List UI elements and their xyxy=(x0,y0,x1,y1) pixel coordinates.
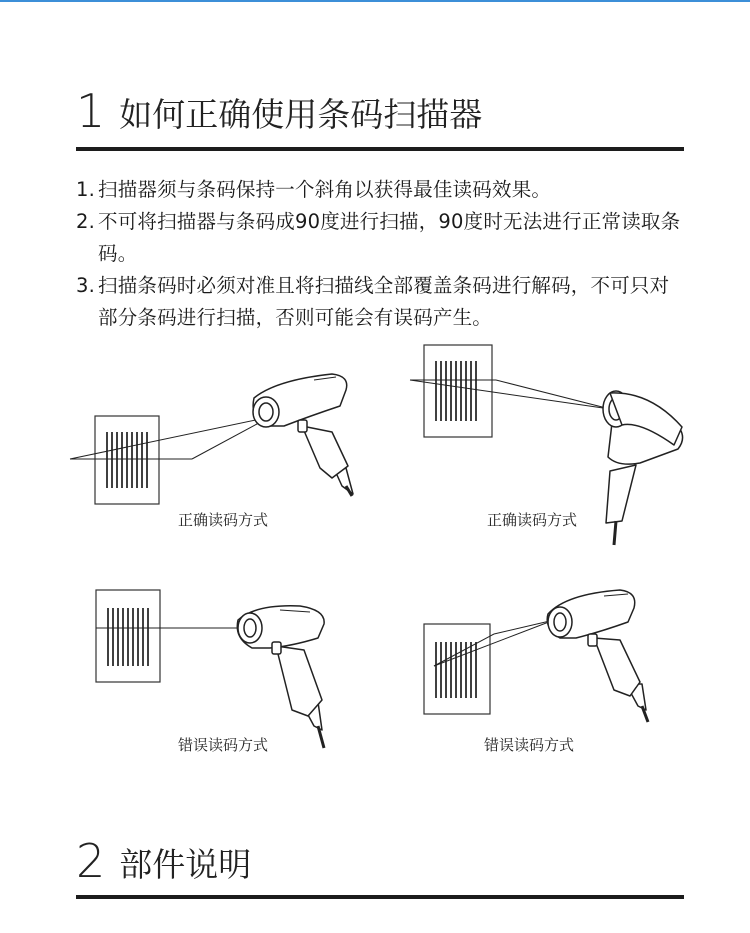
instruction-number: 3. xyxy=(76,274,96,297)
instruction-text: 扫描器须与条码保持一个斜角以获得最佳读码效果。 xyxy=(98,178,552,201)
section-2-heading xyxy=(76,834,252,888)
scanner-icon xyxy=(237,606,324,748)
barcode-card xyxy=(424,624,490,714)
top-accent-line xyxy=(0,0,750,2)
diagram-correct-left xyxy=(70,360,370,500)
caption-correct-right: 正确读码方式 xyxy=(487,511,578,529)
caption-wrong-left: 错误读码方式 xyxy=(178,736,269,754)
instruction-item xyxy=(76,206,688,270)
instruction-text: 扫描条码时必须对准且将扫描线全部覆盖条码进行解码，不可只对部分条码进行扫描，否则可能会有误码产生。 xyxy=(98,274,670,329)
instruction-number: 2. xyxy=(76,210,96,233)
scanner-icon xyxy=(253,374,353,496)
instruction-text: 不可将扫描器与条码成90度进行扫描，90度时无法进行正常读取条码。 xyxy=(98,210,681,265)
section-1-rule xyxy=(76,147,684,151)
caption-correct-left: 正确读码方式 xyxy=(178,511,269,529)
instruction-item xyxy=(76,270,688,334)
section-1-title: 如何正确使用条码扫描器 xyxy=(119,95,483,134)
instruction-number: 1. xyxy=(76,178,96,201)
diagram-wrong-left xyxy=(96,590,346,755)
section-1-heading xyxy=(76,84,483,138)
section-2-title: 部件说明 xyxy=(119,845,252,884)
barcode-card xyxy=(95,416,159,504)
section-2-number: 2 xyxy=(76,834,106,888)
barcode-card xyxy=(96,590,160,682)
instruction-item xyxy=(76,174,688,206)
caption-wrong-right: 错误读码方式 xyxy=(484,736,575,754)
diagram-wrong-right xyxy=(424,580,664,720)
scanner-icon xyxy=(603,391,683,545)
barcode-card xyxy=(424,345,492,437)
scanner-icon xyxy=(547,590,648,722)
section-2-rule xyxy=(76,895,684,899)
section-1-number: 1 xyxy=(76,84,106,138)
instruction-list xyxy=(76,174,688,334)
